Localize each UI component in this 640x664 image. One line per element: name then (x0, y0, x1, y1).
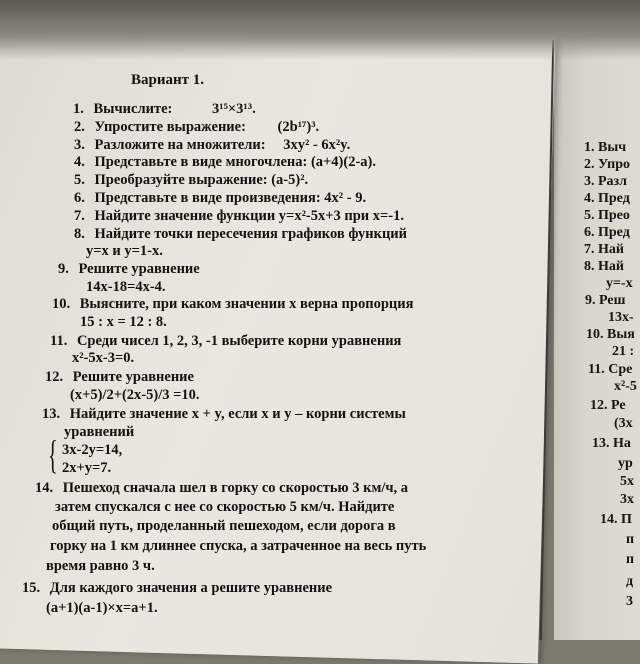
task-text: Найдите точки пересечения графиков функций (94, 226, 408, 242)
task-12 (45, 369, 194, 386)
right-line: 8. Най (584, 259, 624, 274)
task-9 (58, 261, 200, 278)
right-line: 3x (620, 492, 634, 507)
right-line: 6. Пред (584, 225, 630, 240)
task-14-line4: горку на 1 км длиннее спуска, а затраченное на весь путь (50, 538, 427, 554)
task-num: 8. (74, 226, 85, 242)
task-15-line2: (a+1)(a-1)×x=a+1. (46, 600, 158, 616)
task-num: 7. (74, 208, 85, 224)
task-3 (74, 137, 350, 154)
task-text: Преобразуйте выражение: (a-5)². (94, 172, 309, 188)
right-line: y=-x (606, 276, 633, 291)
task-num: 3. (74, 137, 85, 153)
task-text: Среди чисел 1, 2, 3, -1 выберите корни уравнения (76, 333, 402, 349)
task-num: 10. (52, 296, 71, 312)
right-line: 7. Най (584, 242, 624, 257)
task-5 (74, 172, 308, 189)
right-line: д (626, 574, 634, 589)
task-num: 9. (58, 261, 69, 277)
task-14-line2: затем спускался с нее со скоростью 5 км/ч. Найдите (55, 499, 395, 515)
task-text: Упростите выражение: (94, 119, 246, 135)
task-text: Найдите значение функции y=x²-5x+3 при x=-1. (94, 208, 404, 224)
task-11 (50, 333, 401, 350)
right-line: 1. Выч (584, 140, 627, 155)
task-num: 1. (73, 101, 84, 117)
right-line: 12. Ре (590, 398, 626, 413)
task-text: Решите уравнение (78, 261, 200, 277)
task-text: Для каждого значения a решите уравнение (49, 580, 333, 596)
task-9-line2: 14x-18=4x-4. (86, 279, 166, 295)
task-text: Найдите значение x + y, если x и y – корни системы (69, 406, 406, 422)
task-2 (74, 119, 319, 136)
right-line: x²-5 (614, 379, 637, 394)
system-brace: { (48, 432, 58, 477)
right-line: 10. Выя (586, 327, 635, 342)
task-8-line2: y=x и y=1-x. (86, 243, 163, 259)
system-eq-2: 2x+y=7. (62, 460, 112, 476)
task-num: 6. (74, 190, 85, 206)
task-text: Разложите на множители: (94, 137, 266, 153)
variant-title: Вариант 1. (131, 72, 205, 88)
right-line: 11. Сре (588, 362, 633, 377)
task-4 (74, 154, 376, 171)
right-line: 4. Пред (584, 191, 630, 206)
task-text: Выясните, при каком значении x верна пропорция (79, 296, 414, 312)
right-line: 3. Разл (584, 174, 628, 189)
task-expr: 3xy² - 6x²y. (283, 137, 351, 153)
right-line: ур (618, 456, 633, 471)
right-line: 5. Прео (584, 208, 630, 223)
task-14 (35, 480, 408, 497)
right-line: 5x (620, 474, 634, 489)
task-num: 4. (74, 154, 85, 170)
task-text: Представьте в виде произведения: 4x² - 9. (94, 190, 367, 206)
right-line: (3x (614, 416, 633, 431)
task-14-line5: время равно 3 ч. (46, 558, 155, 574)
task-num: 15. (22, 580, 41, 596)
task-6 (74, 190, 366, 207)
right-line: п (626, 552, 635, 567)
task-13-line2: уравнений (64, 424, 135, 440)
right-line: 9. Реш (585, 293, 626, 308)
task-14-line3: общий путь, проделанный пешеходом, если дорога в (52, 518, 396, 534)
task-expr: (2b¹⁷)³. (277, 119, 320, 135)
task-expr: 3¹⁵×3¹³. (211, 101, 256, 117)
task-text: Представьте в виде многочлена: (a+4)(2-a). (94, 154, 376, 170)
task-10 (52, 296, 413, 313)
task-8 (74, 226, 407, 243)
task-15 (22, 580, 332, 597)
right-line: 3 (626, 594, 633, 609)
task-text: Пешеход сначала шел в горку со скоростью 3 км/ч, а (62, 480, 409, 496)
task-num: 14. (35, 480, 54, 496)
right-line: 13. На (592, 436, 631, 451)
right-line: 2. Упро (584, 157, 630, 172)
task-num: 5. (74, 172, 85, 188)
task-13 (42, 406, 406, 423)
task-num: 13. (42, 406, 61, 422)
task-7 (74, 208, 404, 225)
right-line: 14. П (600, 512, 632, 527)
task-10-line2: 15 : x = 12 : 8. (80, 314, 167, 330)
system-eq-1: 3x-2y=14, (62, 442, 123, 458)
task-num: 11. (50, 333, 68, 349)
task-11-line2: x²-5x-3=0. (72, 350, 135, 366)
task-text: Решите уравнение (72, 369, 194, 385)
task-1 (73, 101, 256, 118)
right-line: 13x- (608, 310, 634, 325)
task-num: 12. (45, 369, 64, 385)
right-line: 21 : (612, 344, 635, 359)
task-12-line2: (x+5)/2+(2x-5)/3 =10. (70, 387, 200, 403)
right-line: п (626, 532, 635, 547)
task-text: Вычислите: (93, 101, 173, 117)
task-num: 2. (74, 119, 85, 135)
